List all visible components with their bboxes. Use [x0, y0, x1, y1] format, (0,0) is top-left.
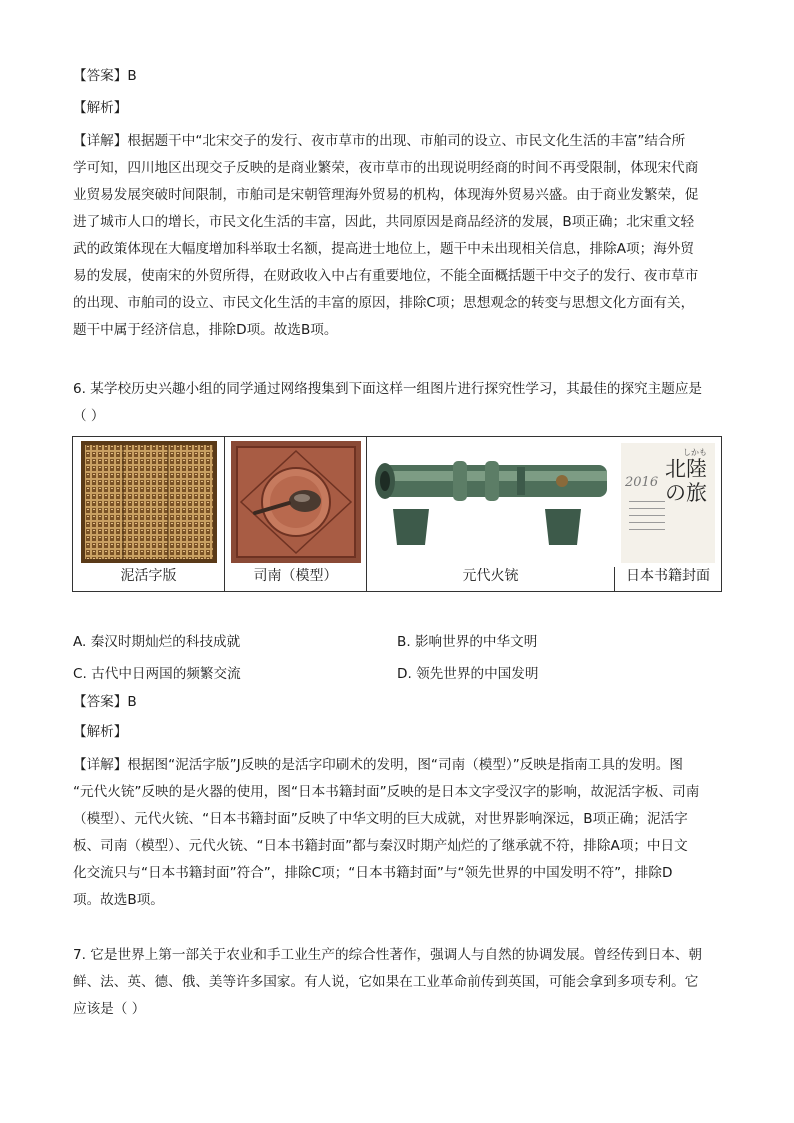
q6-answer: 【答案】B: [73, 694, 137, 710]
q6-stem: [73, 376, 723, 430]
q7-stem-line: 鲜、法、英、德、俄、美等许多国家。有人说，它如果在工业革命前传到英国，可能会拿到多项专利。它: [73, 974, 699, 990]
q6-stem-line: （ ）: [73, 408, 105, 424]
figure-cell-cannon: [367, 437, 615, 591]
book-kana: しかも: [683, 448, 707, 457]
japanese-book-cover: [621, 443, 715, 563]
q6-option-b: B. 影响世界的中华文明: [397, 634, 538, 650]
q5-detail-line: 学可知，四川地区出现交子反映的是商业繁荣，夜市草市的出现说明经商的时间不再受限制，体现宋代商: [73, 160, 699, 176]
q5-analysis-label: 【解析】: [73, 100, 128, 116]
book-title: 北陸の旅: [665, 457, 707, 505]
q7-stem-line: 7. 它是世界上第一部关于农业和手工业生产的综合性著作，强调人与自然的协调发展。曾经传到日本、朝: [73, 947, 703, 963]
caption-yuan-cannon: 元代火铳: [462, 568, 519, 584]
q6-option-a: A. 秦汉时期灿烂的科技成就: [73, 634, 241, 650]
q6-detail-line: “元代火铳”反映的是火器的使用，图“日本书籍封面”反映的是日本文字受汉字的影响，故泥活字板、司南: [73, 784, 700, 800]
q6-option-d: D. 领先世界的中国发明: [397, 666, 539, 682]
figure-cell-movable-type: [73, 437, 225, 591]
q6-detail-line: 【详解】根据图“泥活字版”J反映的是活字印刷术的发明，图“司南（模型）”反映是指南工具的发明。图: [73, 757, 683, 773]
caption-sinan: 司南（模型）: [253, 568, 338, 584]
q6-option-c: C. 古代中日两国的频繁交流: [73, 666, 241, 682]
figure-cell-japanese-book: [615, 437, 721, 591]
movable-type-image: [73, 437, 225, 567]
q6-figure-table: [72, 436, 722, 592]
q5-detail-line: 的出现、市舶司的设立、市民文化生活的丰富的原因，排除C项；思想观念的转变与思想文化方面有关，: [73, 295, 695, 311]
q6-stem-line: 6. 某学校历史兴趣小组的同学通过网络搜集到下面这样一组图片进行探究性学习，其最佳的探究主题应是: [73, 381, 703, 397]
q6-detail-line: 板、司南（模型）、元代火铳、“日本书籍封面”都与秦汉时期产灿烂的了继承就不符，排除A项；中日文: [73, 838, 688, 854]
caption-japanese-book: 日本书籍封面: [626, 568, 710, 584]
q6-detail: [73, 752, 723, 914]
q5-detail-line: 【详解】根据题干中“北宋交子的发行、夜市草市的出现、市舶司的设立、市民文化生活的丰富”结合所: [73, 133, 686, 149]
book-text-decoration: [629, 495, 665, 551]
q6-detail-line: 项。故选B项。: [73, 892, 164, 908]
q5-detail-line: 易的发展，使南宋的外贸所得，在财政收入中占有重要地位，不能全面概括题干中交子的发行、夜市草市: [73, 268, 699, 284]
yuan-cannon-image: [367, 437, 615, 567]
caption-movable-type: 泥活字版: [120, 568, 177, 584]
q5-detail: [73, 128, 723, 344]
q5-answer: 【答案】B: [73, 68, 137, 84]
q5-detail-line: 武的政策体现在大幅度增加科举取士名额，提高进士地位上，题干中未出现相关信息，排除A项；海外贸: [73, 241, 695, 257]
sinan-compass-image: [225, 437, 367, 567]
q7-stem: [73, 942, 723, 1023]
q6-detail-line: 化交流只与“日本书籍封面”符合”，排除C项；“日本书籍封面”与“领先世界的中国发明不符”，排除D: [73, 865, 673, 881]
book-year: 2016: [625, 475, 659, 490]
q6-detail-line: （模型）、元代火铳、“日本书籍封面”反映了中华文明的巨大成就，对世界影响深远，B项正确；泥活字: [73, 811, 688, 827]
q5-detail-line: 题干中属于经济信息，排除D项。故选B项。: [73, 322, 338, 338]
q5-detail-line: 进了城市人口的增长，市民文化生活的丰富，因此，共同原因是商品经济的发展，B项正确；北宋重文轻: [73, 214, 695, 230]
q6-analysis-label: 【解析】: [73, 724, 128, 740]
q5-detail-line: 业贸易发展突破时间限制，市舶司是宋朝管理海外贸易的机构，体现海外贸易兴盛。由于商业发繁荣，促: [73, 187, 699, 203]
q7-stem-line: 应该是（ ）: [73, 1001, 146, 1017]
figure-cell-sinan: [225, 437, 367, 591]
